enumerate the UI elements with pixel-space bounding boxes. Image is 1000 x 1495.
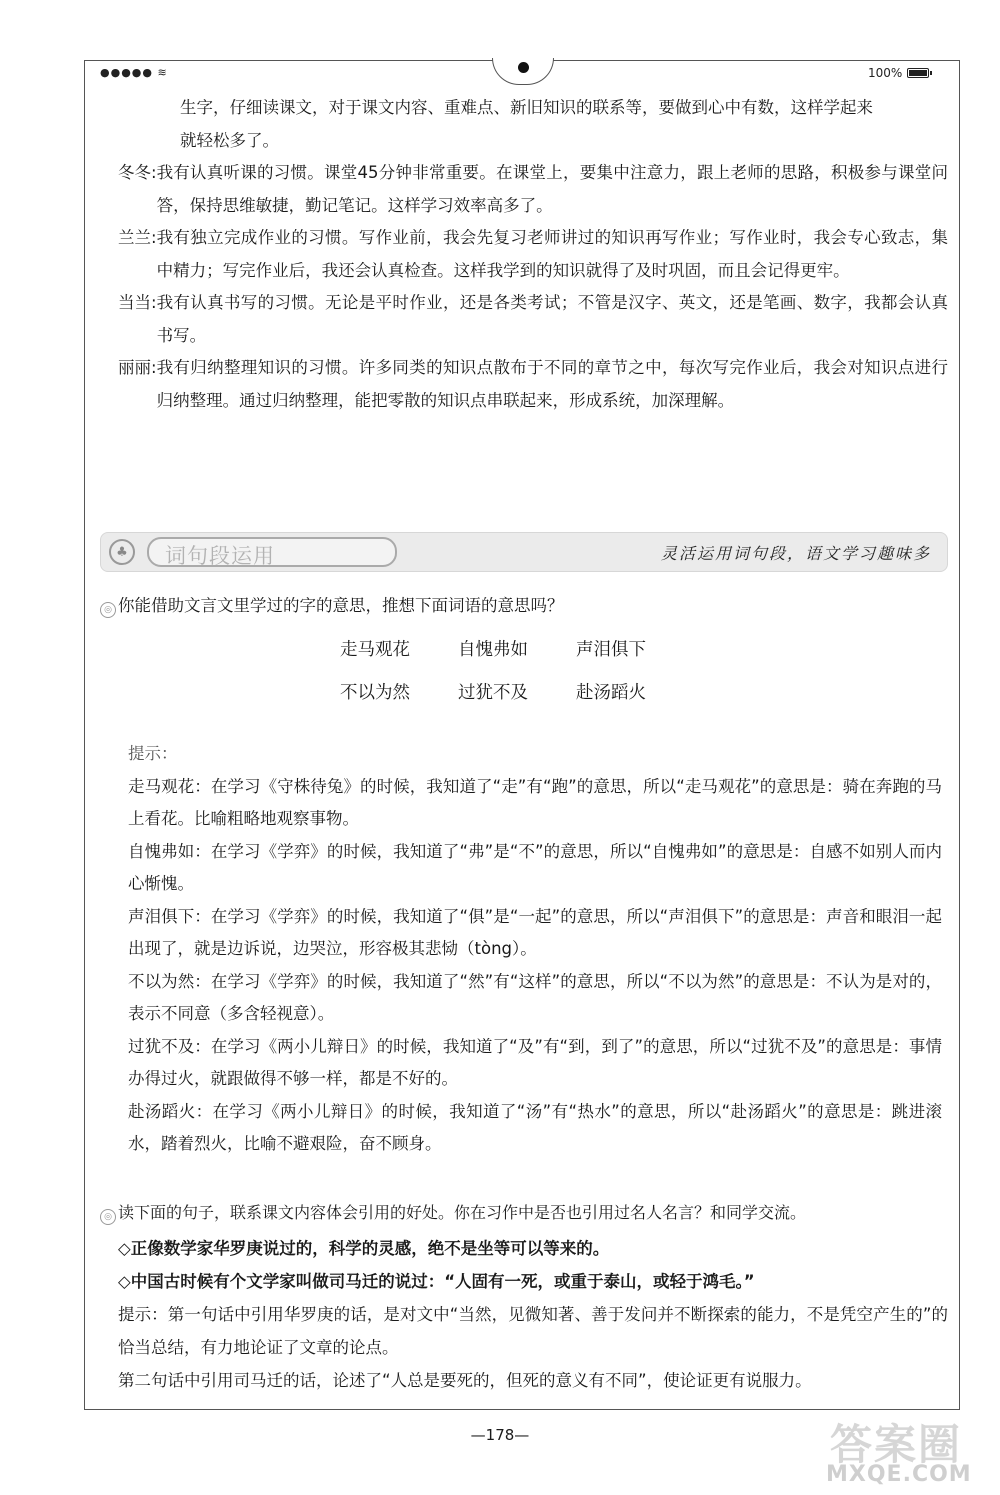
word-grid (340, 636, 676, 704)
watermark-line2: MXQE.COM (826, 1462, 972, 1487)
sentence-hint: 提示：第一句话中引用华罗庚的话，是对文中“当然，见微知著、善于发问并不断探索的能力，不是凭空产生的”的恰当总结，有力地论证了文章的论点。 (118, 1305, 948, 1357)
banner-title: 词句段运用 (165, 544, 275, 568)
intro-line: 就轻松多了。 (180, 130, 279, 150)
speaker-text: 我有认真书写的习惯。无论是平时作业，还是各类考试；不管是汉字、英文，还是笔画、数字，我都会认真书写。 (156, 293, 948, 345)
hint-paragraph: 声泪俱下：在学习《学弈》的时候，我知道了“俱”是“一起”的意思，所以“声泪俱下”的意思是：声音和眼泪一起出现了，就是边诉说，边哭泣，形容极其悲恸（tòng）。 (128, 906, 942, 958)
idiom-word: 自愧弗如 (458, 640, 528, 660)
tree-icon: ♣ (109, 539, 135, 565)
speaker-text: 我有归纳整理知识的习惯。许多同类的知识点散布于不同的章节之中，每次写完作业后，我会对知识点进行归纳整理。通过归纳整理，能把零散的知识点串联起来，形成系统，加深理解。 (156, 358, 948, 410)
hint-paragraph: 走马观花：在学习《守株待兔》的时候，我知道了“走”有“跑”的意思，所以“走马观花”的意思是：骑在奔跑的马上看花。比喻粗略地观察事物。 (128, 776, 942, 828)
intro-line: 生字，仔细读课文，对于课文内容、重难点、新旧知识的联系等，要做到心中有数，这样学起来 (180, 98, 873, 117)
speaker-name: 兰兰: (118, 228, 157, 247)
question-icon: ◎ (100, 1209, 116, 1225)
battery-icon (907, 68, 929, 78)
battery-percent: 100% (868, 66, 903, 80)
watermark-logo (820, 1412, 990, 1490)
idiom-word: 赴汤蹈火 (576, 683, 646, 703)
speaker-paragraph (118, 287, 948, 352)
question-2 (100, 1200, 950, 1225)
speaker-paragraph (118, 157, 948, 222)
banner-slogan: 灵活运用词句段，语文学习趣味多 (660, 544, 931, 563)
speaker-paragraph (118, 352, 948, 417)
intro-section (118, 92, 948, 417)
question-icon: ◎ (100, 602, 116, 618)
signal-icon: ●●●●● ≋ (100, 66, 168, 79)
speaker-text: 我有认真听课的习惯。课堂45分钟非常重要。在课堂上，要集中注意力，跟上老师的思路，积极参与课堂问答，保持思维敏捷，勤记笔记。这样学习效率高多了。 (156, 163, 948, 215)
hint-paragraph: 赴汤蹈火：在学习《两小儿辩日》的时候，我知道了“汤”有“热水”的意思，所以“赴汤蹈火”的意思是：跳进滚水，踏着烈火，比喻不避艰险，奋不顾身。 (128, 1101, 942, 1153)
quote-sentence: ◇中国古时候有个文学家叫做司马迁的说过：“人固有一死，或重于泰山，或轻于鸿毛。” (118, 1272, 755, 1291)
speaker-name: 当当: (118, 293, 157, 312)
banner-title-box (147, 537, 397, 567)
hints-section (128, 738, 942, 1161)
hint-paragraph: 过犹不及：在学习《两小儿辩日》的时候，我知道了“及”有“到，到了”的意思，所以“过犹不及”的意思是：事情办得过火，就跟做得不够一样，都是不好的。 (128, 1036, 942, 1088)
status-right (868, 66, 929, 80)
idiom-word: 不以为然 (340, 683, 410, 703)
hint-paragraph: 不以为然：在学习《学弈》的时候，我知道了“然”有“这样”的意思，所以“不以为然”的意思是：不认为是对的，表示不同意（多含轻视意）。 (128, 971, 942, 1023)
speaker-paragraph (118, 222, 948, 287)
speaker-text: 我有独立完成作业的习惯。写作业前，我会先复习老师讲过的知识再写作业；写作业时，我会专心致志，集中精力；写完作业后，我还会认真检查。这样我学到的知识就得了及时巩固，而且会记得更牢。 (156, 228, 948, 280)
idiom-word: 过犹不及 (458, 683, 528, 703)
camera-icon (518, 62, 529, 73)
speaker-name: 冬冬: (118, 163, 157, 182)
hint-label: 提示： (128, 744, 178, 763)
hint-paragraph: 自愧弗如：在学习《学弈》的时候，我知道了“弗”是“不”的意思，所以“自愧弗如”的意思是：自感不如别人而内心惭愧。 (128, 841, 942, 893)
watermark-line1: 答案圈 (830, 1420, 963, 1469)
quote-sentence: ◇正像数学家华罗庚说过的，科学的灵感，绝不是坐等可以等来的。 (118, 1239, 610, 1258)
sentence-hint: 第二句话中引用司马迁的话，论述了“人总是要死的，但死的意义有不同”，使论证更有说服力。 (118, 1371, 812, 1390)
idiom-word: 声泪俱下 (576, 640, 646, 660)
sentences-section (118, 1232, 948, 1397)
question-1 (100, 592, 564, 618)
section-banner (100, 532, 948, 572)
page-number: —178— (470, 1426, 530, 1444)
speaker-name: 丽丽: (118, 358, 157, 377)
idiom-word: 走马观花 (340, 640, 410, 660)
question-2-text: 读下面的句子，联系课文内容体会引用的好处。你在习作中是否也引用过名人名言？和同学交流。 (118, 1203, 807, 1222)
question-1-text: 你能借助文言文里学过的字的意思，推想下面词语的意思吗？ (118, 596, 564, 615)
